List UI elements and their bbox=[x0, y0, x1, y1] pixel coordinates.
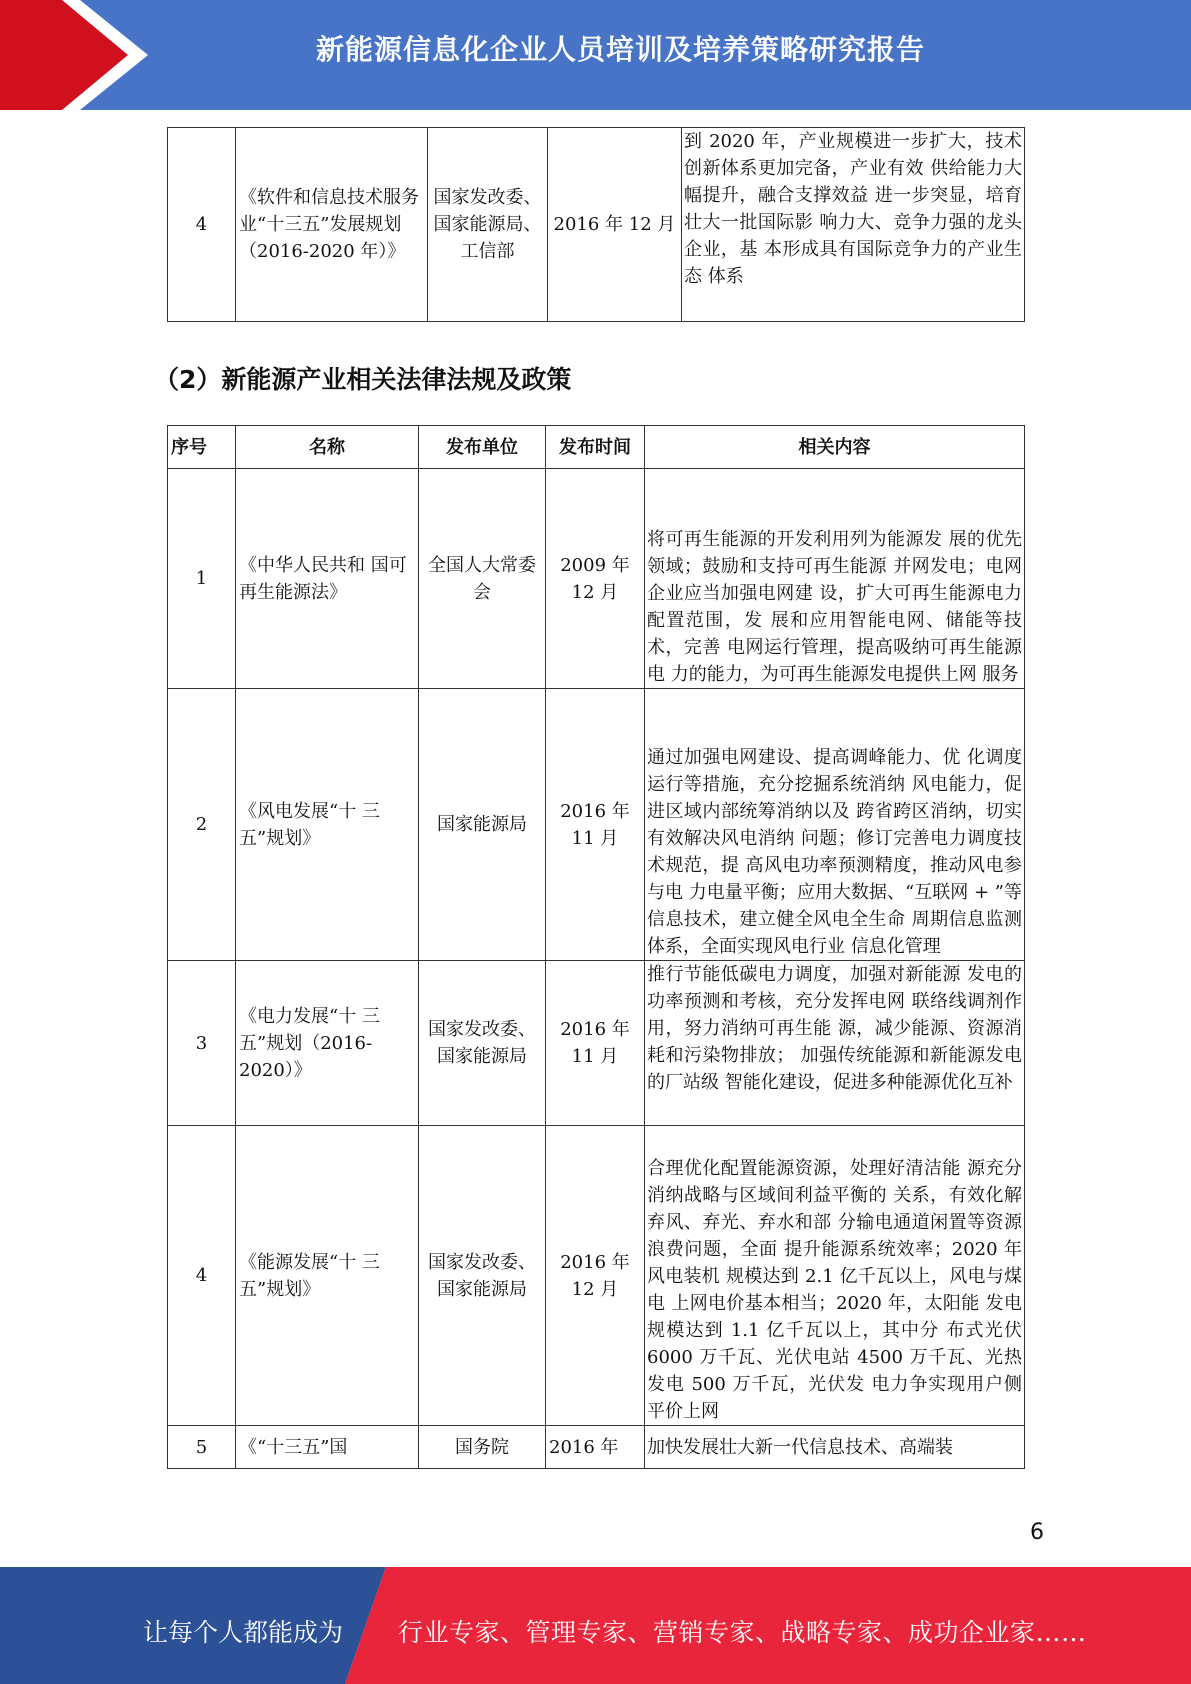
header-date: 发布时间 bbox=[546, 426, 645, 469]
policy-content: 合理优化配置能源资源，处理好清洁能 源充分消纳战略与区域间利益平衡的 关系，有效化解弃风、弃光、弃水和部 分输电通道闲置等资源浪费问题，全面 提升能源系统效率；2020 年风电装机 规模达到 2.1 亿千瓦以上，风电与煤电 上网电价基本相当；2020 年，太阳能 发电规模达到 1.1 亿千瓦以上，其中分 布式光伏 6000 万千瓦、光伏电站 4500 万千瓦、光热发电 500 万千瓦，光伏发 电力争实现用户侧平价上网 bbox=[645, 1126, 1025, 1426]
table-row bbox=[168, 689, 1025, 961]
footer-slogan-left: 让每个人都能成为 bbox=[143, 1618, 344, 1647]
table-row bbox=[168, 128, 1025, 322]
header-name: 名称 bbox=[236, 426, 419, 469]
policy-content: 通过加强电网建设、提高调峰能力、优 化调度运行等措施，充分挖掘系统消纳 风电能力，促进区域内部统筹消纳以及 跨省跨区消纳，切实有效解决风电消纳 问题；修订完善电力调度技术规范，提 高风电功率预测精度，推动风电参与电 力电量平衡；应用大数据、“互联网 + ”等信息技术，建立健全风电全生命 周期信息监测体系，全面实现风电行业 信息化管理 bbox=[645, 689, 1025, 961]
continued-policy-table bbox=[167, 127, 1025, 322]
policy-issuer: 全国人大常委会 bbox=[419, 469, 546, 689]
policy-content: 推行节能低碳电力调度，加强对新能源 发电的功率预测和考核，充分发挥电网 联络线调剂作用，努力消纳可再生能 源，减少能源、资源消耗和污染物排放； 加强传统能源和新能源发电的厂站级 智能化建设，促进多种能源优化互补 bbox=[645, 961, 1025, 1126]
table-row bbox=[168, 1426, 1025, 1469]
policy-date: 2016 年 11 月 bbox=[546, 961, 645, 1126]
table-row bbox=[168, 1126, 1025, 1426]
row-index: 4 bbox=[168, 1126, 236, 1426]
table-header-row bbox=[168, 426, 1025, 469]
policy-date: 2016 年 11 月 bbox=[546, 689, 645, 961]
policy-issuer: 国家发改委、国家能源局 bbox=[419, 1126, 546, 1426]
row-index: 1 bbox=[168, 469, 236, 689]
policy-name: 《风电发展“十 三五”规划》 bbox=[236, 689, 419, 961]
policy-name: 《软件和信息技术服务业“十三五”发展规划（2016-2020 年）》 bbox=[236, 128, 428, 322]
row-index: 3 bbox=[168, 961, 236, 1126]
row-index: 4 bbox=[168, 128, 236, 322]
policy-issuer: 国家发改委、国家能源局、工信部 bbox=[428, 128, 548, 322]
policy-issuer: 国务院 bbox=[419, 1426, 546, 1469]
policy-issuer: 国家能源局 bbox=[419, 689, 546, 961]
policy-name: 《能源发展“十 三五”规划》 bbox=[236, 1126, 419, 1426]
policy-name: 《中华人民共和 国可再生能源法》 bbox=[236, 469, 419, 689]
header-content: 相关内容 bbox=[645, 426, 1025, 469]
section-heading: （2）新能源产业相关法律法规及政策 bbox=[154, 365, 572, 394]
header-arrow-decoration bbox=[0, 0, 160, 110]
policy-date: 2016 年 12 月 bbox=[546, 1126, 645, 1426]
policy-date: 2016 年 bbox=[546, 1426, 645, 1469]
page-number: 6 bbox=[1030, 1520, 1044, 1545]
policy-content: 到 2020 年，产业规模进一步扩大，技术创新体系更加完备，产业有效 供给能力大幅提升，融合支撑效益 进一步突显，培育壮大一批国际影 响力大、竞争力强的龙头企业，基 本形成具有国际竞争力的产业生态 体系 bbox=[682, 128, 1025, 322]
row-index: 5 bbox=[168, 1426, 236, 1469]
policy-date: 2016 年 12 月 bbox=[548, 128, 682, 322]
header-index: 序号 bbox=[168, 426, 236, 469]
policy-issuer: 国家发改委、国家能源局 bbox=[419, 961, 546, 1126]
header-issuer: 发布单位 bbox=[419, 426, 546, 469]
policy-content: 加快发展壮大新一代信息技术、高端装 bbox=[645, 1426, 1025, 1469]
document-title: 新能源信息化企业人员培训及培养策略研究报告 bbox=[315, 33, 925, 66]
policy-content: 将可再生能源的开发利用列为能源发 展的优先领域；鼓励和支持可再生能源 并网发电；电网企业应当加强电网建 设，扩大可再生能源电力配置范围，发 展和应用智能电网、储能等技术，完善 电网运行管理，提高吸纳可再生能源电 力的能力，为可再生能源发电提供上网 服务 bbox=[645, 469, 1025, 689]
table-row bbox=[168, 469, 1025, 689]
table-row bbox=[168, 961, 1025, 1126]
policy-date: 2009 年 12 月 bbox=[546, 469, 645, 689]
policy-name: 《电力发展“十 三五”规划（2016-2020）》 bbox=[236, 961, 419, 1126]
laws-policies-table bbox=[167, 425, 1025, 1469]
row-index: 2 bbox=[168, 689, 236, 961]
policy-name: 《“十三五”国 bbox=[236, 1426, 419, 1469]
footer-slogan-right: 行业专家、管理专家、营销专家、战略专家、成功企业家…… bbox=[398, 1618, 1087, 1647]
